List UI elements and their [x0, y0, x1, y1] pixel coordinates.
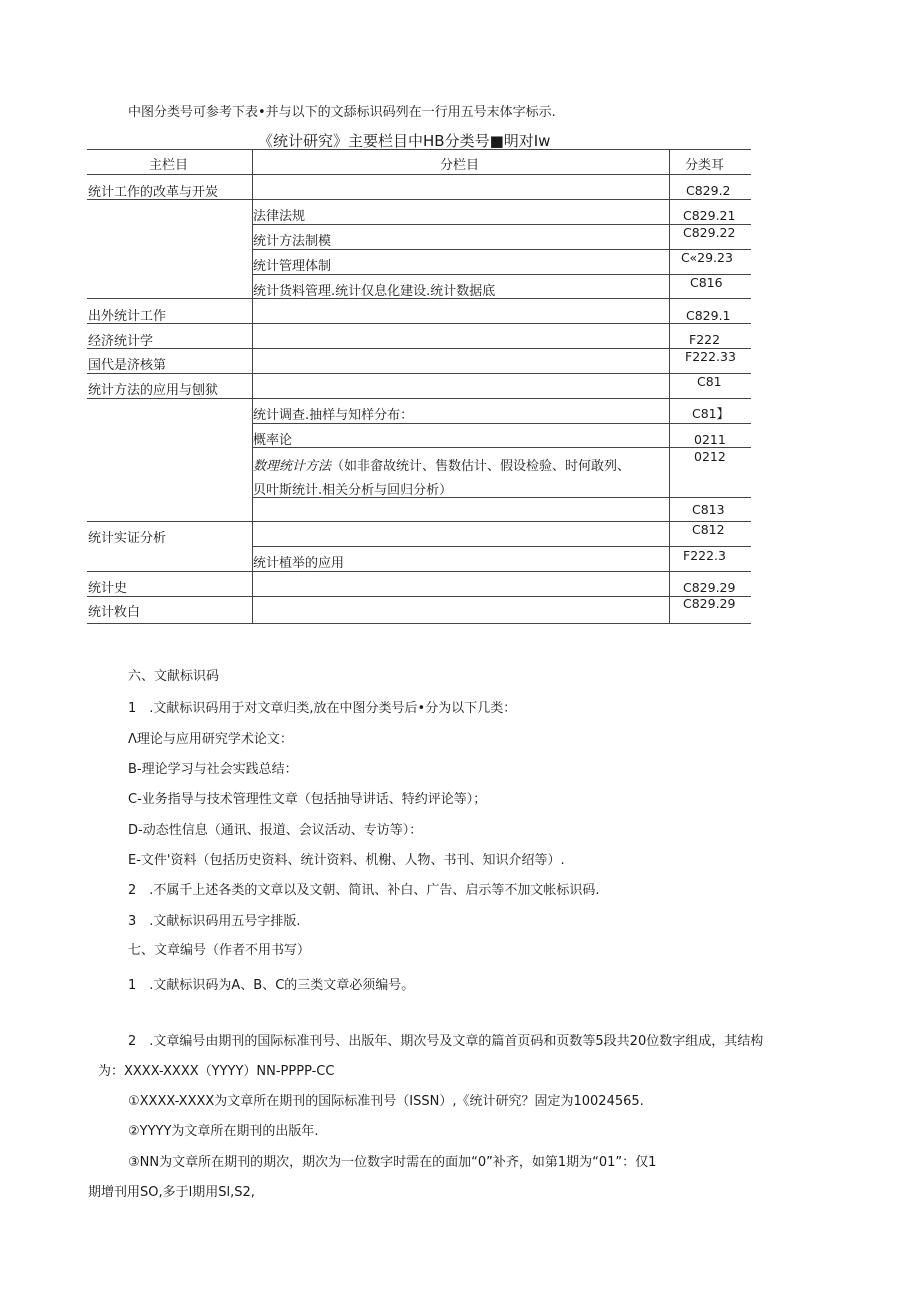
section-6-item-2: 2 .不属千上述各类的文章以及文朝、简讯、补白、广告、启示等不加文帐标识码.: [128, 883, 600, 898]
row-sub-cell: 统计管理体制: [253, 259, 332, 274]
header-sub-column: 分栏目: [440, 158, 480, 173]
row-main-cell: 出外统计工作: [88, 309, 167, 324]
header-code-column: 分类耳: [685, 158, 725, 173]
section-7-item-1: 1 .文献标识码为A、B、C的三类文章必须编号。: [128, 978, 415, 993]
row-code-cell: C829.2: [686, 183, 731, 198]
row-code-cell: C829.21: [683, 208, 736, 223]
row-main-cell: 统计敉白: [88, 605, 141, 620]
section-7-circled-3-line-1: ③NN为文章所在期刊的期次，期次为一位数字时需在的面加“0”补齐，如第1期为“01”：仅1: [128, 1155, 657, 1170]
row-code-cell: C81】: [692, 406, 730, 421]
row-code-cell: C829.22: [683, 225, 736, 240]
section-6-item-1: 1 .文献标识码用于对文章归类,放在中图分类号后•分为以下几类：: [128, 701, 517, 716]
row-code-cell: C812: [692, 522, 725, 537]
row-sub-italic-text: 数理统计方法: [253, 459, 332, 474]
row-code-cell: C829.1: [686, 308, 731, 323]
row-sub-cell: 统计调查.抽样与知样分布：: [253, 408, 414, 423]
row-main-cell: 统计方法的应用与刨狱: [88, 383, 219, 398]
row-main-cell: 经济统计学: [88, 334, 154, 349]
row-main-cell: 国代是济核第: [88, 358, 167, 373]
section-7-circled-2: ②YYYY为文章所在期刊的出版年.: [128, 1124, 319, 1139]
row-code-cell: 0212: [694, 449, 726, 464]
intro-paragraph: 中图分类号可参考下表•并与以下的文舔标识码列在一行用五号末体字标示.: [128, 105, 556, 120]
row-code-cell: C«29.23: [681, 250, 733, 265]
section-7-circled-1: ①XXXX-XXXX为文章所在期刊的国际标准刊号（ISSN）,《统计研究？固定为10024565.: [128, 1094, 644, 1109]
row-sub-cell: 概率论: [253, 433, 293, 448]
row-sub-cell: 统计货料管理.统计仅息化建设.统计数据底: [253, 284, 496, 299]
row-sub-cell-line2: 贝叶斯统计.相关分析与回归分析）: [253, 483, 453, 498]
row-code-cell: C81: [697, 374, 722, 389]
row-sub-cell: 统计方法制模: [253, 234, 332, 249]
row-sub-cell: 法律法规: [253, 209, 306, 224]
row-code-cell: C829.29: [683, 580, 736, 595]
section-7-heading: 七、文章编号（作者不用书写）: [128, 943, 311, 958]
section-6-heading: 六、文献标识码: [128, 669, 220, 684]
row-main-cell: 统计工作的改革与开炭: [88, 185, 219, 200]
section-6-category-d: D-动态性信息（通讯、报道、会议活动、专访等）：: [128, 823, 423, 838]
row-sub-text: （如非畲故统计、售数估计、假设检验、时何敢列、: [331, 459, 631, 474]
section-7-item-2-line-2: 为：XXXX-XXXX（YYYY）NN-PPPP-CC: [98, 1064, 335, 1079]
header-main-column: 主栏目: [149, 158, 189, 173]
row-main-cell: 统计史: [88, 581, 128, 596]
row-sub-cell: [253, 455, 630, 474]
section-6-category-c: C-业务指导与技术管理性文章（包括抽导讲话、特约评论等）；: [128, 792, 487, 807]
row-main-cell: 统计实证分析: [88, 531, 167, 546]
row-code-cell: F222: [689, 332, 721, 347]
table-title: 《统计研究》主要栏目中HB分类号■明对Iw: [258, 132, 551, 150]
row-code-cell: 0211: [694, 432, 726, 447]
row-code-cell: F222.3: [683, 548, 726, 563]
section-6-category-e: E-文件'资料（包括历史资料、统计资料、机榭、人物、书刊、知识介绍等）.: [128, 853, 565, 868]
section-7-item-2-line-1: 2 .文章编号由期刊的国际标准刊号、出版年、期次号及文章的篇首页码和页数等5段共20位数字组成，其结构: [128, 1034, 764, 1049]
row-code-cell: C813: [692, 502, 725, 517]
row-sub-cell: 统计植举的应用: [253, 556, 345, 571]
section-7-circled-3-line-2: 期增刊用SO,多于l期用Sl,S2,: [88, 1185, 255, 1200]
row-code-cell: C829.29: [683, 596, 736, 611]
row-code-cell: F222.33: [685, 349, 736, 364]
row-code-cell: C816: [690, 275, 723, 290]
section-6-category-a: Λ理论与应用研究学术论文：: [128, 732, 293, 747]
section-6-item-3: 3 .文献标识码用五号字排版.: [128, 914, 301, 929]
section-6-category-b: B-理论学习与社会实践总结：: [128, 762, 298, 777]
